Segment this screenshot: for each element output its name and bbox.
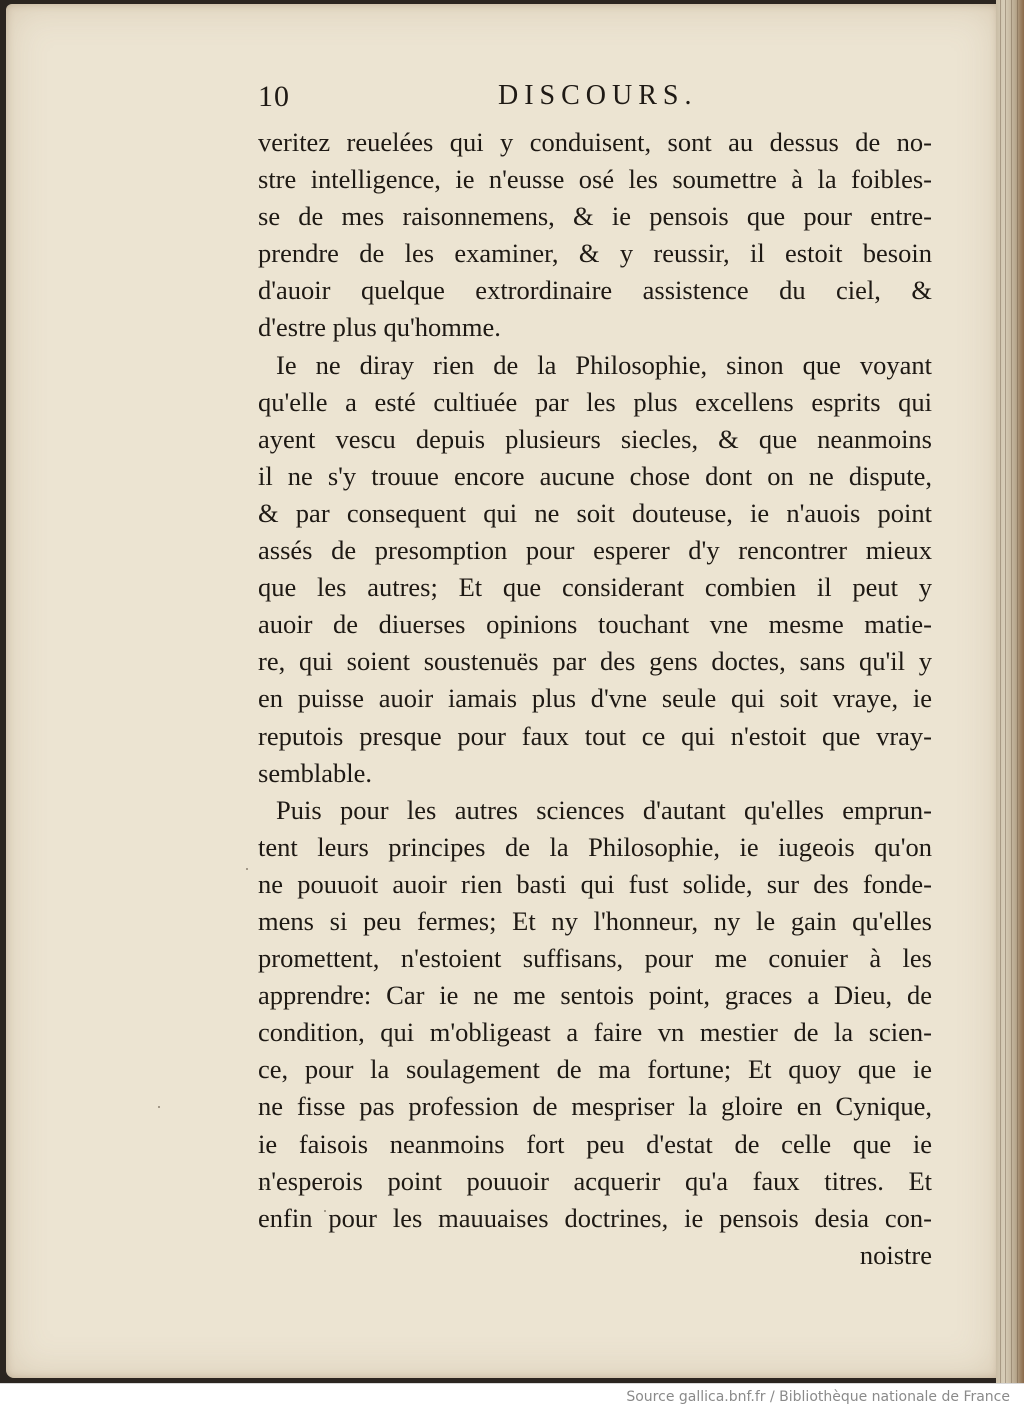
text-line: que les autres; Et que considerant combien il peut y xyxy=(258,572,932,603)
source-attribution: Source gallica.bnf.fr / Bibliothèque nationale de France xyxy=(626,1389,1010,1405)
text-line: qu'elle a esté cultiuée par les plus excellens esprits qui xyxy=(258,386,932,417)
text-line: d'auoir quelque extrordinaire assistence du ciel, & xyxy=(258,275,932,306)
ink-speck xyxy=(246,868,248,870)
text-line: apprendre: Car ie ne me sentois point, graces a Dieu, de xyxy=(258,980,932,1011)
text-line: veritez reuelées qui y conduisent, sont au dessus de no- xyxy=(258,127,932,157)
text-line: tent leurs principes de la Philosophie, ie iugeois qu'on xyxy=(258,831,932,862)
text-line: il ne s'y trouue encore aucune chose dont on ne dispute, xyxy=(258,460,932,491)
text-line: ne fisse pas profession de mespriser la gloire en Cynique, xyxy=(258,1091,932,1122)
text-line: se de mes raisonnemens, & ie pensois que pour entre- xyxy=(258,201,932,232)
text-line: ie faisois neanmoins fort peu d'estat de celle que ie xyxy=(258,1128,932,1159)
text-line: mens si peu fermes; Et ny l'honneur, ny le gain qu'elles xyxy=(258,905,932,936)
text-line: stre intelligence, ie n'eusse osé les soumettre à la foibles- xyxy=(258,164,932,195)
text-line: ne pouuoit auoir rien basti qui fust solide, sur des fonde- xyxy=(258,868,932,899)
text-line: prendre de les examiner, & y reussir, il estoit besoin xyxy=(258,238,932,269)
text-line: ayent vescu depuis plusieurs siecles, & que neanmoins xyxy=(258,423,932,454)
book-edge xyxy=(996,0,1024,1383)
text-line: promettent, n'estoient suffisans, pour me conuier à les xyxy=(258,943,932,974)
page-number: 10 xyxy=(258,80,290,113)
body-text xyxy=(258,124,932,1274)
ink-speck xyxy=(158,1106,160,1108)
text-line: condition, qui m'obligeast a faire vn mestier de la scien- xyxy=(258,1017,932,1048)
source-footer xyxy=(0,1383,1024,1413)
text-line: ce, pour la soulagement de ma fortune; Et quoy que ie xyxy=(258,1054,932,1085)
text-line: auoir de diuerses opinions touchant vne mesme matie- xyxy=(258,609,932,640)
text-line: assés de presomption pour esperer d'y rencontrer mieux xyxy=(258,535,932,566)
text-line: reputois presque pour faux tout ce qui n'estoit que vray- xyxy=(258,720,932,751)
text-line: semblable. xyxy=(258,757,373,788)
text-line: Puis pour les autres sciences d'autant qu'elles emprun- xyxy=(276,794,932,825)
text-line: enfin pour les mauuaises doctrines, ie pensois desia con- xyxy=(258,1202,932,1233)
text-line: re, qui soient soustenuës par des gens doctes, sans qu'il y xyxy=(258,646,932,677)
catchword: noistre xyxy=(859,1239,932,1270)
text-line: & par consequent qui ne soit douteuse, ie n'auois point xyxy=(258,497,932,528)
text-line: en puisse auoir iamais plus d'vne seule qui soit vraye, ie xyxy=(258,683,932,714)
page-header xyxy=(258,80,932,120)
text-line: n'esperois point pouuoir acquerir qu'a faux titres. Et xyxy=(258,1165,932,1196)
text-line: Ie ne diray rien de la Philosophie, sinon que voyant xyxy=(276,349,932,380)
text-line: d'estre plus qu'homme. xyxy=(258,312,501,343)
running-head: DISCOURS. xyxy=(498,80,698,111)
